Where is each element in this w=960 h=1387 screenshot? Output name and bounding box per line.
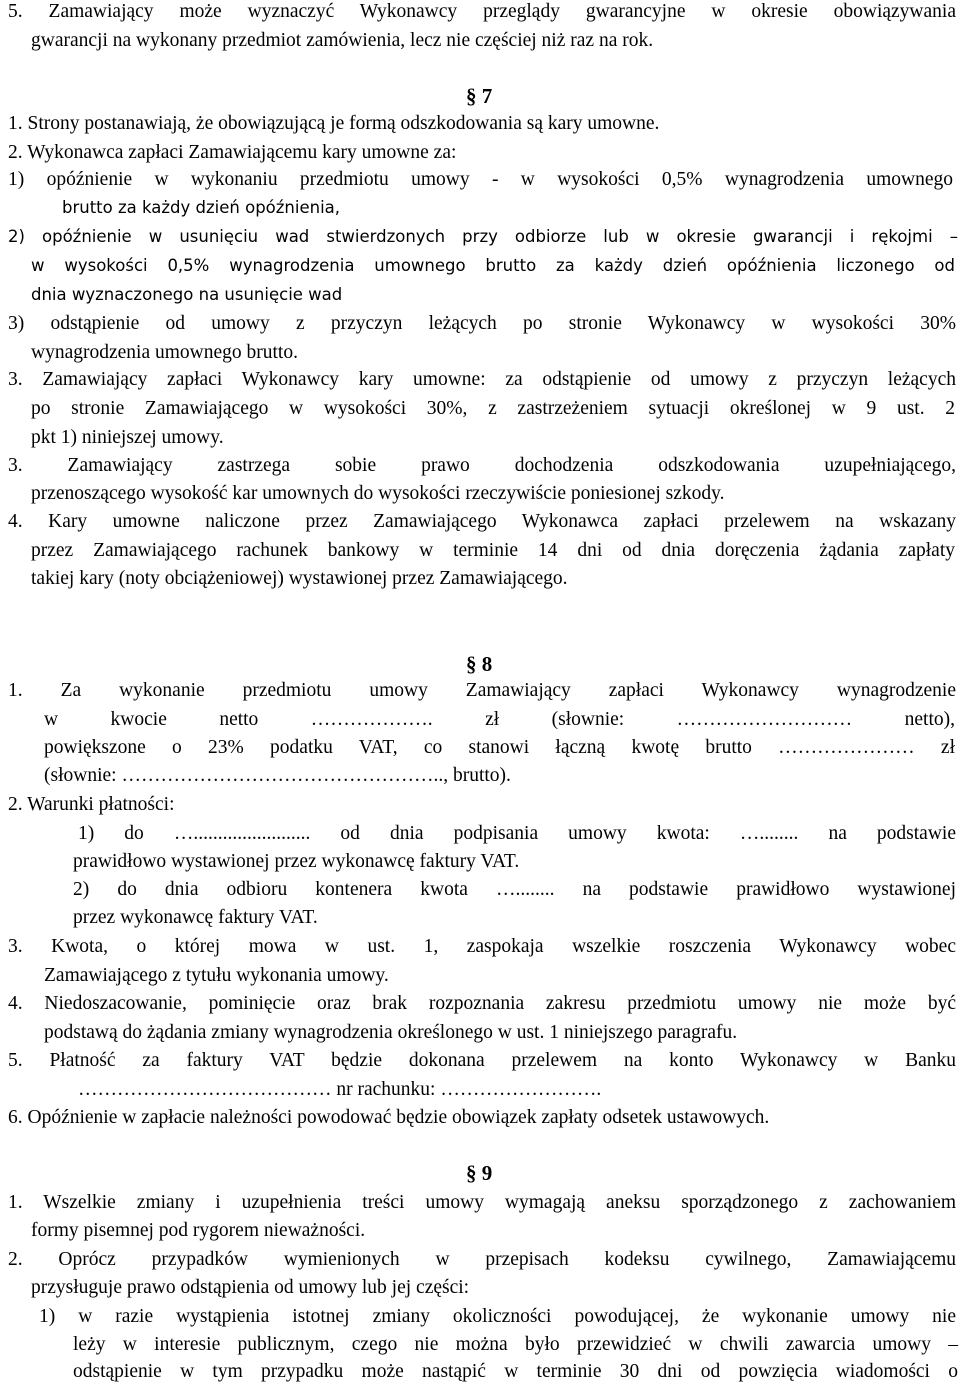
paragraph-8-point-4-line-1: 4. Niedoszacowanie, pominięcie oraz brak rozpoznania zakresu przedmiotu umowy nie może być — [8, 993, 956, 1014]
paragraph-8-point-5-line-1: 5. Płatność za faktury VAT będzie dokonana przelewem na konto Wykonawcy w Banku — [8, 1050, 956, 1071]
paragraph-7-point-3a-line-3: pkt 1) niniejszej umowy. — [31, 427, 224, 448]
paragraph-7-point-3b-line-1: 3. Zamawiający zastrzega sobie prawo dochodzenia odszkodowania uzupełniającego, — [8, 455, 956, 476]
paragraph-7-point-4-line-2: przez Zamawiającego rachunek bankowy w terminie 14 dni od dnia doręczenia żądania zapłaty — [31, 540, 955, 561]
paragraph-8-point-1-line-3: powiększone o 23% podatku VAT, co stanowi łączną kwotę brutto ………………… zł — [44, 737, 955, 758]
paragraph-8-point-3-line-1: 3. Kwota, o której mowa w ust. 1, zaspokaja wszelkie roszczenia Wykonawcy wobec — [8, 936, 956, 957]
paragraph-7-point-4-line-3: takiej kary (noty obciążeniowej) wystawionej przez Zamawiającego. — [31, 568, 568, 589]
paragraph-8-point-4-line-2: podstawą do żądania zmiany wynagrodzenia określonego w ust. 1 niniejszego paragrafu. — [44, 1022, 738, 1043]
paragraph-7-item-2-line-2: w wysokości 0,5% wynagrodzenia umownego brutto za każdy dzień opóźnienia liczonego od — [31, 256, 955, 275]
paragraph-9-point-1-line-2: formy pisemnej pod rygorem nieważności. — [31, 1220, 366, 1241]
paragraph-9-point-2-line-1: 2. Oprócz przypadków wymienionych w przepisach kodeksu cywilnego, Zamawiającemu — [8, 1249, 956, 1270]
paragraph-6-point-5-line-1: 5. Zamawiający może wyznaczyć Wykonawcy przeglądy gwarancyjne w okresie obowiązywania — [8, 1, 956, 22]
section-heading-9: § 9 — [466, 1161, 493, 1185]
paragraph-7-item-2-line-3: dnia wyznaczonego na usunięcie wad — [31, 285, 343, 304]
paragraph-7-item-2-line-1: 2) opóźnienie w usunięciu wad stwierdzonych przy odbiorze lub w okresie gwarancji i rękojmi – — [8, 227, 958, 246]
paragraph-7-point-3b-line-2: przenoszącego wysokość kar umownych do wysokości rzeczywiście poniesionej szkody. — [31, 483, 725, 504]
paragraph-7-point-3a-line-1: 3. Zamawiający zapłaci Wykonawcy kary umowne: za odstąpienie od umowy z przyczyn leżących — [8, 369, 956, 390]
paragraph-8-point-2: 2. Warunki płatności: — [8, 794, 175, 815]
paragraph-8-item-1-line-1: 1) do …........................ od dnia podpisania umowy kwota: …........ na podstawie — [78, 823, 956, 844]
paragraph-6-point-5-line-2: gwarancji na wykonany przedmiot zamówienia, lecz nie częściej niż raz na rok. — [31, 30, 654, 51]
paragraph-9-point-1-line-1: 1. Wszelkie zmiany i uzupełnienia treści umowy wymagają aneksu sporządzonego z zachowaniem — [8, 1192, 956, 1213]
paragraph-8-item-2-line-2: przez wykonawcę faktury VAT. — [73, 907, 318, 928]
paragraph-8-point-6: 6. Opóźnienie w zapłacie należności powodować będzie obowiązek zapłaty odsetek ustawowych. — [8, 1107, 770, 1128]
paragraph-9-point-2-line-2: przysługuje prawo odstąpienia od umowy lub jej części: — [31, 1277, 470, 1298]
paragraph-7-point-2: 2. Wykonawca zapłaci Zamawiającemu kary umowne za: — [8, 142, 457, 163]
paragraph-7-item-3-line-2: wynagrodzenia umownego brutto. — [31, 342, 298, 363]
paragraph-7-point-4-line-1: 4. Kary umowne naliczone przez Zamawiającego Wykonawca zapłaci przelewem na wskazany — [8, 511, 956, 532]
paragraph-9-item-1-line-2: leży w interesie publicznym, czego nie można było przewidzieć w chwili zawarcia umowy – — [73, 1334, 958, 1355]
section-heading-8: § 8 — [466, 652, 493, 676]
paragraph-9-item-1-line-3: odstąpienie w tym przypadku może nastąpić w terminie 30 dni od powzięcia wiadomości o — [73, 1361, 958, 1382]
paragraph-7-item-3-line-1: 3) odstąpienie od umowy z przyczyn leżących po stronie Wykonawcy w wysokości 30% — [8, 313, 956, 334]
paragraph-7-item-1-line-1: 1) opóźnienie w wykonaniu przedmiotu umowy - w wysokości 0,5% wynagrodzenia umownego — [8, 169, 953, 190]
paragraph-8-point-1-line-1: 1. Za wykonanie przedmiotu umowy Zamawiający zapłaci Wykonawcy wynagrodzenie — [8, 680, 956, 701]
paragraph-8-point-1-line-4: (słownie: ………………………………………….., brutto). — [44, 765, 511, 786]
paragraph-8-point-1-line-2: w kwocie netto ………………. zł (słownie: ……………………… netto), — [44, 709, 955, 730]
section-heading-7: § 7 — [466, 84, 493, 108]
paragraph-7-item-1-line-2: brutto za każdy dzień opóźnienia, — [62, 198, 341, 217]
paragraph-7-point-1: 1. Strony postanawiają, że obowiązującą je formą odszkodowania są kary umowne. — [8, 113, 660, 134]
paragraph-8-point-5-line-2: ………………………………… nr rachunku: ……………………. — [78, 1079, 602, 1100]
paragraph-8-point-3-line-2: Zamawiającego z tytułu wykonania umowy. — [44, 965, 389, 986]
paragraph-8-item-2-line-1: 2) do dnia odbioru kontenera kwota …........ na podstawie prawidłowo wystawionej — [73, 879, 956, 900]
paragraph-8-item-1-line-2: prawidłowo wystawionej przez wykonawcę faktury VAT. — [73, 851, 520, 872]
paragraph-9-item-1-line-1: 1) w razie wystąpienia istotnej zmiany okoliczności powodującej, że wykonanie umowy nie — [39, 1306, 956, 1327]
paragraph-7-point-3a-line-2: po stronie Zamawiającego w wysokości 30%, z zastrzeżeniem sytuacji określonej w 9 ust. 2 — [31, 398, 955, 419]
